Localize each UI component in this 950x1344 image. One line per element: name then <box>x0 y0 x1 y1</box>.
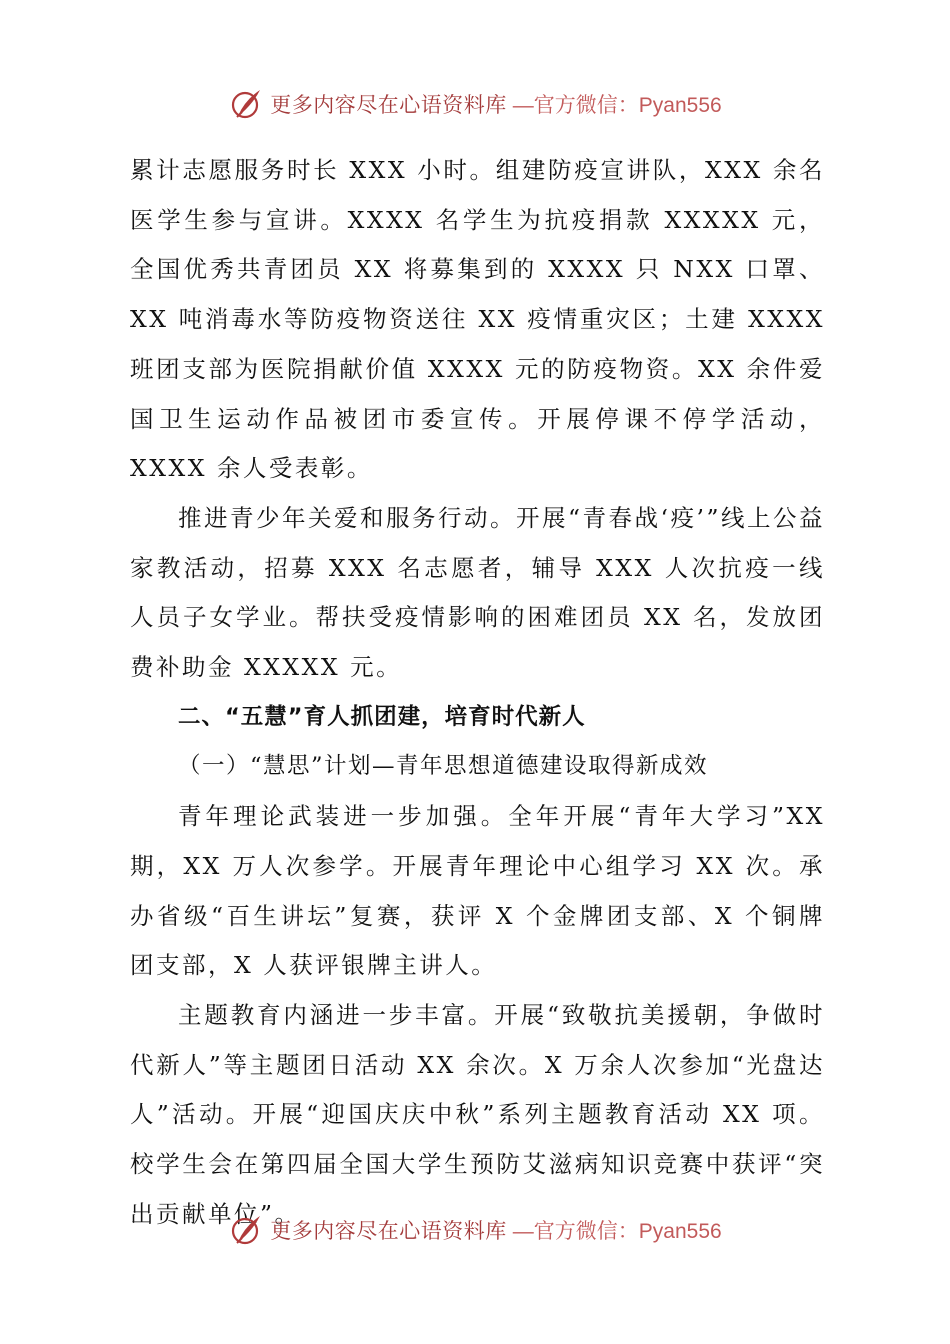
section-heading: 二、“五慧”育人抓团建，培育时代新人 <box>178 703 586 730</box>
document-body <box>130 146 825 1239</box>
paragraph-theme-education: 主题教育内涵进一步丰富。开展“致敬抗美援朝，争做时代新人”等主题团日活动 XX 余次。X 万余人次参加“光盘达人”活动。开展“迎国庆庆中秋”系列主题教育活动 XX 项。校学生会在第四届全国大学生预防艾滋病知识竞赛中获评“突出贡献单位”。 <box>130 1000 825 1228</box>
quill-logo-icon <box>228 86 264 122</box>
header-banner <box>0 84 950 124</box>
banner-wechat-text: —官方微信：Pyan556 <box>512 94 722 117</box>
paragraph-volunteer-stats: 累计志愿服务时长 XXX 小时。组建防疫宣讲队，XXX 余名医学生参与宣讲。XXXX 名学生为抗疫捐款 XXXXX 元，全国优秀共青团员 XX 将募集到的 XXXX 只 NXX 口罩、XX 吨消毒水等防疫物资送往 XX 疫情重灾区；土建 XXXX 班团支部为医院捐献价值 XXXX 元的防疫物资。XX 余件爱国卫生运动作品被团市委宣传。开展停课不停学活动，XXXX 余人受表彰。 <box>130 156 825 483</box>
paragraph-theory-study: 青年理论武装进一步加强。全年开展“青年大学习”XX 期，XX 万人次参学。开展青年理论中心组学习 XX 次。承办省级“百生讲坛”复赛，获评 X 个金牌团支部、X 个铜牌团支部，X 人获评银牌主讲人。 <box>130 802 825 980</box>
footer-banner <box>0 1210 950 1250</box>
paragraph-youth-care: 推进青少年关爱和服务行动。开展“青春战‘疫’”线上公益家教活动，招募 XXX 名志愿者，辅导 XXX 人次抗疫一线人员子女学业。帮扶受疫情影响的困难团员 XX 名，发放团费补助金 XXXXX 元。 <box>130 503 825 682</box>
banner-wechat-text: —官方微信：Pyan556 <box>512 1220 722 1243</box>
quill-logo-icon <box>228 1212 264 1248</box>
banner-brand-text: 更多内容尽在心语资料库 <box>270 93 507 117</box>
subsection-heading: （一）“慧思”计划—青年思想道德建设取得新成效 <box>178 753 709 780</box>
banner-brand-text: 更多内容尽在心语资料库 <box>270 1219 507 1243</box>
